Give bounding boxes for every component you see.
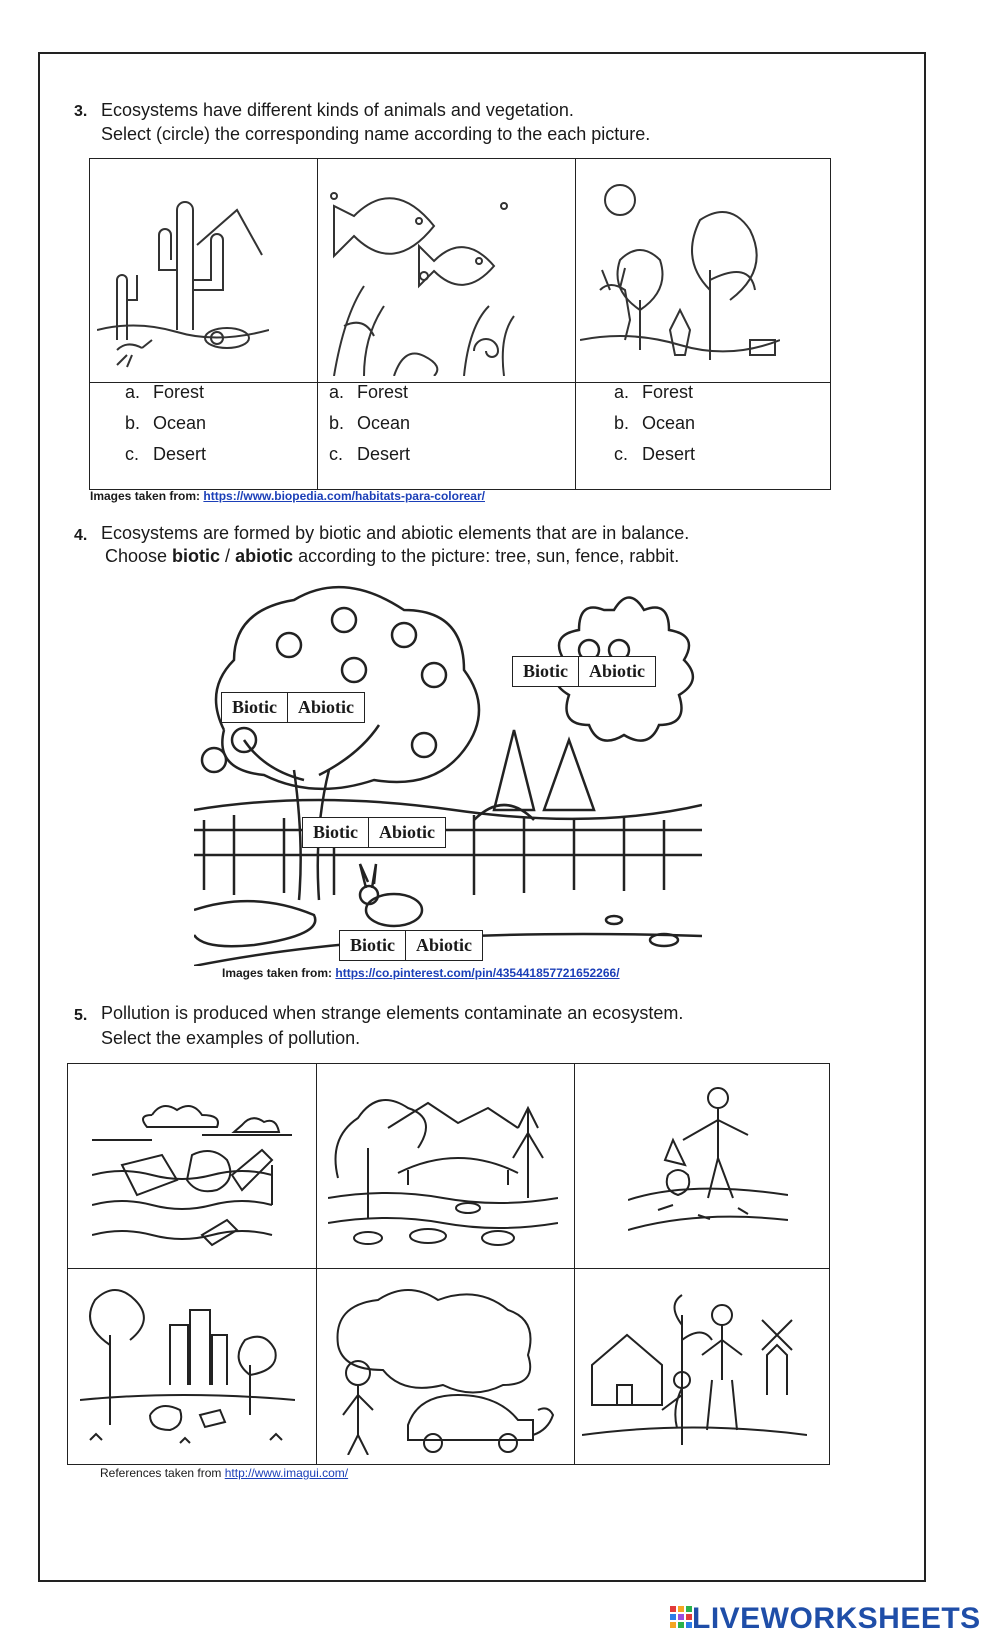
q3-col2-option-a[interactable] <box>329 382 408 403</box>
q4-number: 4. <box>74 527 88 544</box>
fence-abiotic-option[interactable]: Abiotic <box>368 818 445 847</box>
q3-col1-letter-b: b. <box>125 413 141 433</box>
q4-instruction-line1: Ecosystems are formed by biotic and abiotic elements that are in balance. <box>101 523 690 543</box>
littering-picture <box>628 1080 788 1250</box>
q3-col1-option-b[interactable] <box>125 413 206 434</box>
q3-col3-option-a[interactable] <box>614 382 693 403</box>
logo-text: LIVEWORKSHEETS <box>692 1602 981 1635</box>
sun-biotic-option[interactable]: Biotic <box>523 661 568 681</box>
clean-river-picture <box>328 1088 558 1248</box>
q3-col1-option-c[interactable] <box>125 444 206 465</box>
q4-credit <box>222 966 620 980</box>
q4-credit-label: Images taken from: <box>222 966 333 980</box>
q5-ref-link[interactable]: http://www.imagui.com/ <box>224 1466 349 1480</box>
tree-choice-box <box>221 692 365 723</box>
q4-line2-post: according to the picture: tree, sun, fence, rabbit. <box>293 546 680 566</box>
q5-instruction-line1: Pollution is produced when strange elements contaminate an ecosystem. <box>101 1003 684 1023</box>
fence-choice-box <box>302 817 446 848</box>
q3-col2-label-c: Desert <box>357 444 411 464</box>
desert-picture <box>97 180 269 370</box>
q4-credit-link[interactable]: https://co.pinterest.com/pin/435441857721652266/ <box>335 966 620 980</box>
q4-line2-pre: Choose <box>105 546 173 566</box>
q3-instruction-line1: Ecosystems have different kinds of animals and vegetation. <box>101 100 574 120</box>
sun-choice-box <box>512 656 656 687</box>
q3-col1-label-a: Forest <box>153 382 205 402</box>
q3-col3-option-c[interactable] <box>614 444 695 465</box>
planting-tree-picture <box>582 1285 807 1450</box>
q5-references <box>100 1466 348 1480</box>
q3-credit <box>90 489 485 503</box>
q3-col3-letter-b: b. <box>614 413 630 433</box>
q3-col1-option-a[interactable] <box>125 382 204 403</box>
q3-col2-letter-a: a. <box>329 382 345 402</box>
q3-col1-letter-a: a. <box>125 382 141 402</box>
q3-col3-label-a: Forest <box>642 382 694 402</box>
rabbit-choice-box <box>339 930 483 961</box>
q3-col3-letter-a: a. <box>614 382 630 402</box>
q5-ref-label: References taken from <box>100 1466 222 1480</box>
logo-grid-icon <box>670 1606 692 1632</box>
rabbit-abiotic-option[interactable]: Abiotic <box>405 931 482 960</box>
q3-col2-option-c[interactable] <box>329 444 410 465</box>
q3-col3-letter-c: c. <box>614 444 629 464</box>
q3-col2-label-a: Forest <box>357 382 409 402</box>
car-smoke-picture <box>328 1285 558 1455</box>
q4-line2-abiotic: abiotic <box>235 546 294 566</box>
q3-col3-label-b: Ocean <box>642 413 696 433</box>
q4-line2-slash: / <box>220 546 236 566</box>
liveworksheets-logo <box>670 1602 981 1636</box>
fence-biotic-option[interactable]: Biotic <box>313 822 358 842</box>
q3-col1-label-c: Desert <box>153 444 207 464</box>
tree-abiotic-option[interactable]: Abiotic <box>287 693 364 722</box>
ocean-picture <box>324 176 524 376</box>
q3-credit-link[interactable]: https://www.biopedia.com/habitats-para-colorear/ <box>203 489 485 503</box>
q3-col3-label-c: Desert <box>642 444 696 464</box>
q3-col2-letter-c: c. <box>329 444 344 464</box>
q4-instruction-line2 <box>105 546 679 567</box>
bottles-in-water-picture <box>92 1095 294 1255</box>
q3-number: 3. <box>74 103 88 120</box>
q4-line2-biotic: biotic <box>172 546 221 566</box>
q5-number: 5. <box>74 1007 88 1024</box>
q3-instruction-line2: Select (circle) the corresponding name according to the each picture. <box>101 124 651 144</box>
q3-col3-option-b[interactable] <box>614 413 695 434</box>
landscape-picture <box>194 580 702 966</box>
q3-col1-label-b: Ocean <box>153 413 207 433</box>
forest-picture <box>580 180 780 365</box>
q5-instruction-line2: Select the examples of pollution. <box>101 1028 361 1048</box>
rabbit-biotic-option[interactable]: Biotic <box>350 935 395 955</box>
q3-col2-letter-b: b. <box>329 413 345 433</box>
q3-col1-letter-c: c. <box>125 444 140 464</box>
q3-credit-label: Images taken from: <box>90 489 201 503</box>
sun-abiotic-option[interactable]: Abiotic <box>578 657 655 686</box>
q3-col2-label-b: Ocean <box>357 413 411 433</box>
city-park-picture <box>80 1285 295 1450</box>
q3-col2-option-b[interactable] <box>329 413 410 434</box>
tree-biotic-option[interactable]: Biotic <box>232 697 277 717</box>
